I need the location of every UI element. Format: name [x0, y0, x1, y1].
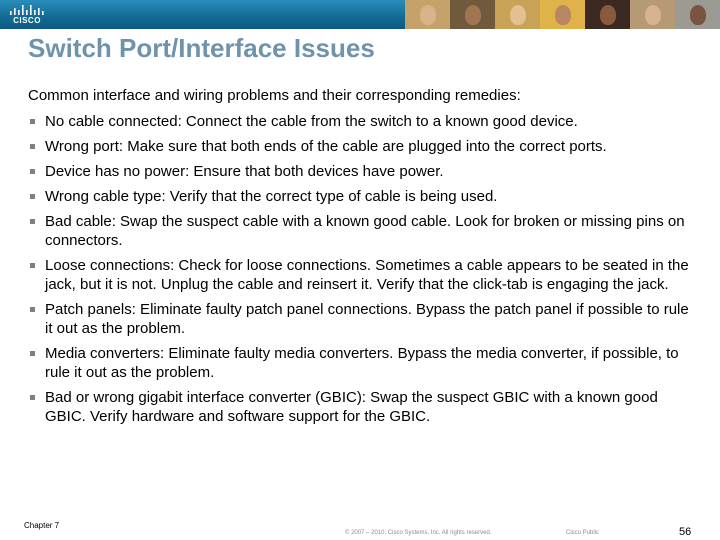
list-item — [28, 137, 698, 156]
banner-background — [0, 0, 405, 29]
photo-3 — [495, 0, 540, 29]
intro-text: Common interface and wiring problems and their corresponding remedies: — [28, 87, 521, 104]
list-item — [28, 212, 698, 250]
footer-copyright: © 2007 – 2010, Cisco Systems, Inc. All rights reserved. — [345, 530, 492, 536]
list-item-text: Bad or wrong gigabit interface converter (GBIC): Swap the suspect GBIC with a known good GBIC. Verify hardware and software support for the GBIC. — [45, 389, 658, 425]
remedy-list — [28, 112, 698, 426]
footer-chapter: Chapter 7 — [24, 521, 60, 530]
cisco-logo-text: CISCO — [13, 16, 41, 25]
slide-body — [28, 86, 698, 432]
list-item-text: Bad cable: Swap the suspect cable with a known good cable. Look for broken or missing pins on connectors. — [45, 213, 685, 249]
square-bullet-icon — [30, 169, 35, 174]
list-item-text: Device has no power: Ensure that both devices have power. — [45, 163, 444, 180]
header-banner — [0, 0, 720, 29]
list-item — [28, 344, 698, 382]
square-bullet-icon — [30, 351, 35, 356]
square-bullet-icon — [30, 194, 35, 199]
people-photo-strip — [405, 0, 720, 29]
page-number: 56 — [679, 526, 692, 538]
footer-classification: Cisco Public — [566, 530, 600, 536]
list-item-text: No cable connected: Connect the cable from the switch to a known good device. — [45, 113, 578, 130]
list-item-text: Wrong cable type: Verify that the correct type of cable is being used. — [45, 188, 498, 205]
list-item-text: Media converters: Eliminate faulty media converters. Bypass the media converter, if possible, to rule it out as the problem. — [45, 345, 679, 381]
list-item-text: Patch panels: Eliminate faulty patch panel connections. Bypass the patch panel if possible to rule it out as the problem. — [45, 301, 689, 337]
square-bullet-icon — [30, 307, 35, 312]
photo-4 — [540, 0, 585, 29]
slide-title: Switch Port/Interface Issues — [28, 33, 375, 63]
square-bullet-icon — [30, 144, 35, 149]
square-bullet-icon — [30, 395, 35, 400]
square-bullet-icon — [30, 219, 35, 224]
photo-6 — [630, 0, 675, 29]
list-item — [28, 187, 698, 206]
photo-7 — [675, 0, 720, 29]
list-item — [28, 300, 698, 338]
list-item-text: Wrong port: Make sure that both ends of the cable are plugged into the correct ports. — [45, 138, 607, 155]
cisco-logo — [8, 3, 46, 25]
photo-2 — [450, 0, 495, 29]
photo-5 — [585, 0, 630, 29]
list-item-text: Loose connections: Check for loose connections. Sometimes a cable appears to be seated in the jack, but it is not. Unplug the cable and reinsert it. Verify that the click-tab is engaging the jack. — [45, 257, 689, 293]
cisco-bars-icon — [8, 4, 46, 16]
list-item — [28, 388, 698, 426]
square-bullet-icon — [30, 119, 35, 124]
list-item — [28, 162, 698, 181]
square-bullet-icon — [30, 263, 35, 268]
list-item — [28, 256, 698, 294]
list-item — [28, 112, 698, 131]
photo-1 — [405, 0, 450, 29]
